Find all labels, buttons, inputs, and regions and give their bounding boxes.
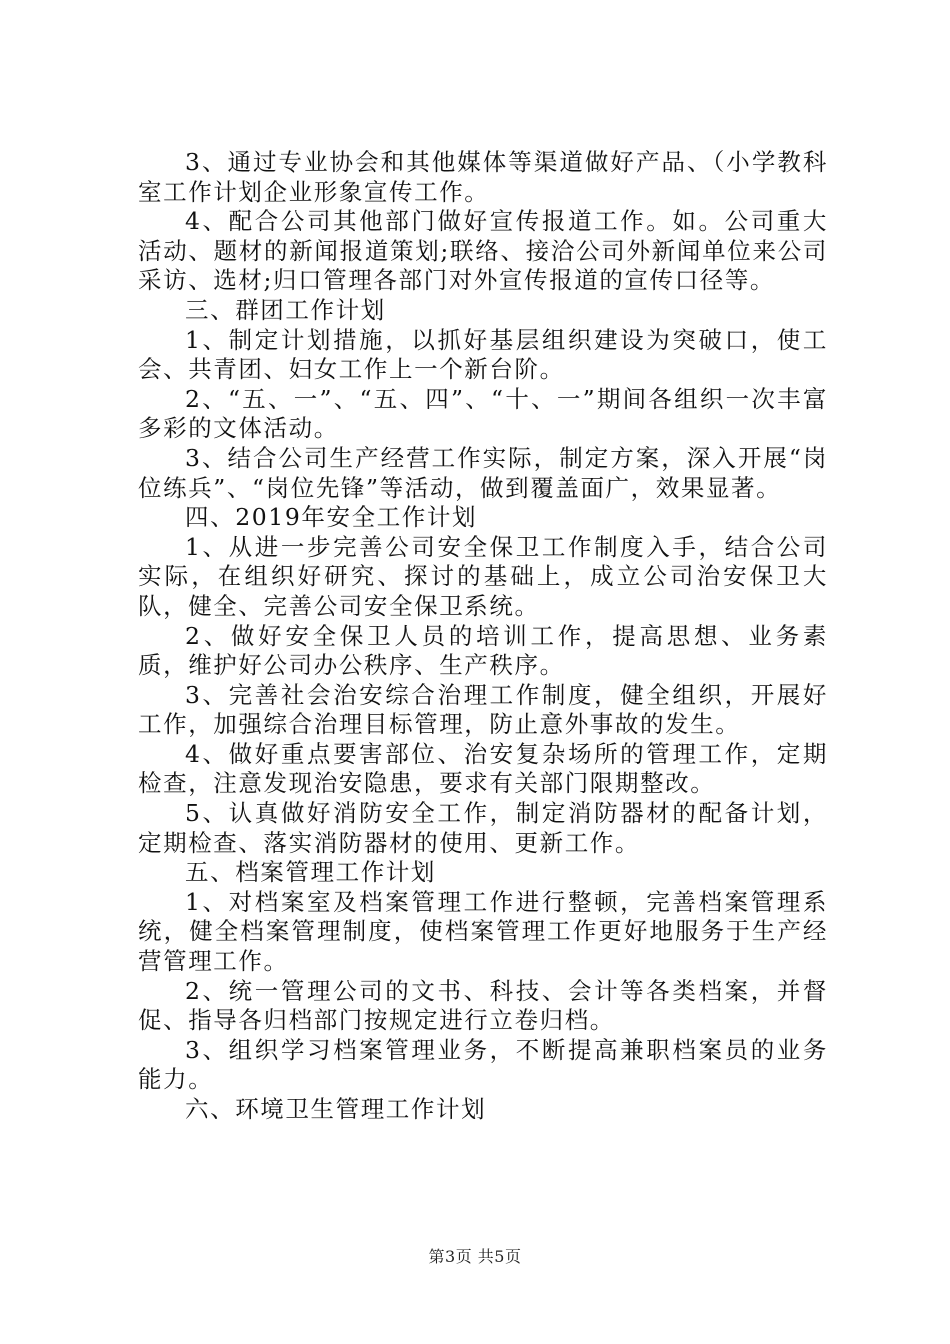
paragraph: 2、做好安全保卫人员的培训工作，提高思想、业务素质，维护好公司办公秩序、生产秩序。 xyxy=(138,621,828,680)
paragraph: 3、结合公司生产经营工作实际，制定方案，深入开展“岗位练兵”、“岗位先锋”等活动，做到覆盖面广，效果显著。 xyxy=(138,443,828,502)
paragraph: 1、制定计划措施，以抓好基层组织建设为突破口，使工会、共青团、妇女工作上一个新台阶。 xyxy=(138,325,828,384)
section-heading: 五、档案管理工作计划 xyxy=(185,858,436,887)
page-footer: 第3页 共5页 xyxy=(428,1247,522,1266)
paragraph: 3、完善社会治安综合治理工作制度，健全组织，开展好工作，加强综合治理目标管理，防止意外事故的发生。 xyxy=(138,680,828,739)
paragraph: 2、统一管理公司的文书、科技、会计等各类档案，并督促、指导各归档部门按规定进行立卷归档。 xyxy=(138,976,828,1035)
section-heading: 六、环境卫生管理工作计划 xyxy=(185,1095,487,1123)
section-heading: 三、群团工作计划 xyxy=(185,295,386,324)
section-heading: 四、2019年安全工作计划 xyxy=(185,503,478,532)
paragraph: 1、从进一步完善公司安全保卫工作制度入手，结合公司实际，在组织好研究、探讨的基础上，成立公司治安保卫大队，健全、完善公司安全保卫系统。 xyxy=(138,532,828,620)
paragraph: 2、“五、一”、“五、四”、“十、一”期间各组织一次丰富多彩的文体活动。 xyxy=(138,384,828,443)
paragraph: 3、组织学习档案管理业务，不断提高兼职档案员的业务能力。 xyxy=(138,1035,828,1094)
paragraph: 5、认真做好消防安全工作，制定消防器材的配备计划，定期检查、落实消防器材的使用、更新工作。 xyxy=(138,799,828,857)
paragraph: 3、通过专业协会和其他媒体等渠道做好产品、（小学教科室工作计划企业形象宣传工作。 xyxy=(138,148,828,206)
paragraph: 1、对档案室及档案管理工作进行整顿，完善档案管理系统，健全档案管理制度，使档案管理工作更好地服务于生产经营管理工作。 xyxy=(138,887,828,976)
document-body xyxy=(138,148,828,1125)
paragraph: 4、配合公司其他部门做好宣传报道工作。如。公司重大活动、题材的新闻报道策划;联络、接洽公司外新闻单位来公司采访、选材;归口管理各部门对外宣传报道的宣传口径等。 xyxy=(138,207,828,295)
paragraph: 4、做好重点要害部位、治安复杂场所的管理工作，定期检查，注意发现治安隐患，要求有关部门限期整改。 xyxy=(138,739,828,798)
